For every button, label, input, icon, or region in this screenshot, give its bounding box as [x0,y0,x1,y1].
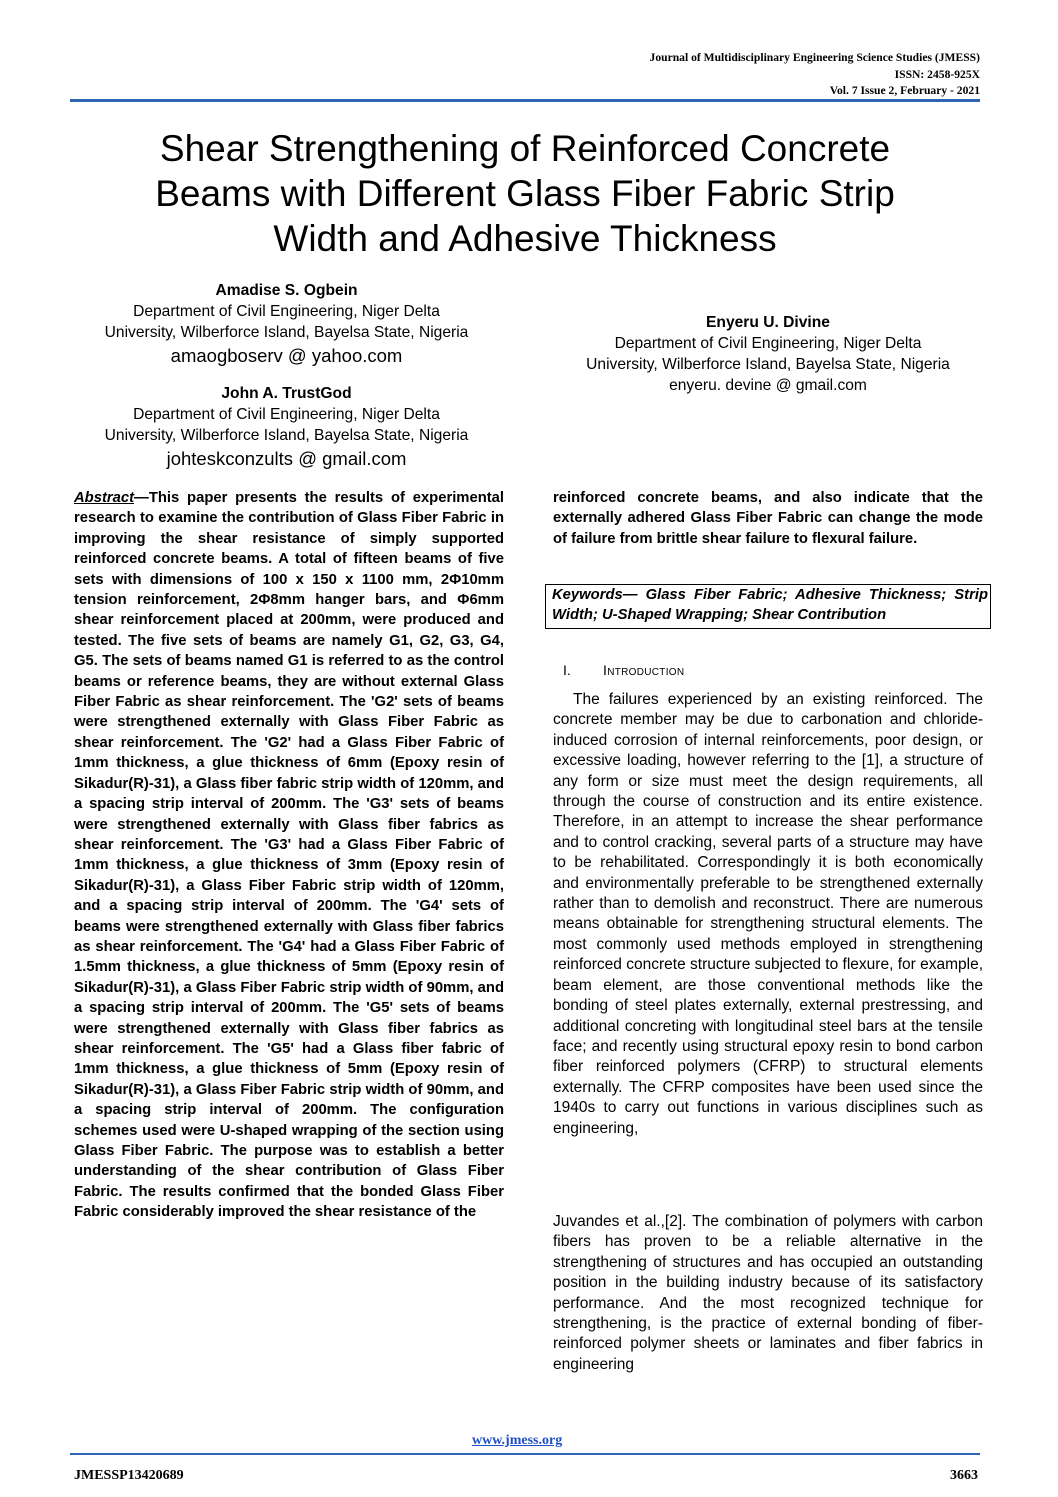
intro-paragraph-1: The failures experienced by an existing reinforced. The concrete member may be due to carbonation and chloride-induced corrosion of internal reinforcements, poor design, or excessive loading, however referring to the [1], a structure of any form or size must meet the design requirements, all through the course of construction and its entire existence. Therefore, in an attempt to increase the shear performance and to control cracking, several parts of a structure may have to be rehabilitated. Correspondingly it is both economically and environmentally preferable to be strengthened externally rather than to demolish and reconstruct. There are numerous means obtainable for strengthening structural elements. The most commonly used methods employed in strengthening reinforced concrete structure subjected to flexure, for example, beam element, are those conventional methods like the bonding of steel plates externally, external prestressing, and additional concreting with longitudinal steel bars at the tensile face; and recently using structural epoxy resin to bond carbon fiber reinforced polymers (CFRP) to structural elements externally. The CFRP composites have been used since the 1940s to carry out functions in various disciplines such as engineering, [553,691,983,1137]
author-name: John A. TrustGod [221,385,352,402]
title-line: Shear Strengthening of Reinforced Concrete [159,128,891,169]
title-line: Width and Adhesive Thickness [273,218,777,259]
author-affiliation: Department of Civil Engineering, Niger Delta [614,335,922,352]
author-affiliation: Department of Civil Engineering, Niger Delta [133,303,440,320]
author-name: Amadise S. Ogbein [215,282,358,299]
journal-name: Journal of Multidisciplinary Engineering Science Studies (JMESS) [649,51,980,64]
author-email: johteskconzults @ gmail.com [166,448,407,469]
journal-issn: ISSN: 2458-925X [894,67,980,81]
author-affiliation: University, Wilberforce Island, Bayelsa State, Nigeria [104,324,469,341]
author-block-1 [70,280,503,368]
author-affiliation: Department of Civil Engineering, Niger Delta [133,406,440,423]
abstract-column-2: reinforced concrete beams, and also indicate that the externally adhered Glass Fiber Fabric can change the mode of failure from brittle shear failure to flexural failure. [553,490,983,547]
author-block-2 [70,383,503,471]
author-affiliation: University, Wilberforce Island, Bayelsa State, Nigeria [104,427,469,444]
journal-website-link[interactable]: www.jmess.org [472,1433,563,1448]
section-title: Introduction [603,662,685,678]
abstract-text: This paper presents the results of experimental research to examine the contribution of Glass Fiber Fabric in improving the shear resistance of simply supported reinforced concrete beams. A total of fifteen beams of five sets with dimensions of 100 x 150 x 1100 mm, 2Φ10mm tension reinforcement, 2Φ8mm hanger bars, and Φ6mm shear reinforcement placed at 200mm, were produced and tested. The five sets of beams are namely G1, G2, G3, G4, G5. The sets of beams named G1 is referred to as the control beams or reference beams, they are without external Glass Fiber Fabric as shear reinforcement. The 'G2' sets of beams were strengthened externally with Glass Fiber Fabric as shear reinforcement. The 'G2' had a Glass Fiber Fabric of 1mm thickness, a glue thickness of 6mm (Epoxy resin of Sikadur(R)-31), a Glass fiber fabric strip width of 120mm, and a spacing strip interval of 200mm. The 'G3' sets of beams were strengthened externally with Glass fiber fabrics as shear reinforcement. The 'G3' had a Glass Fiber Fabric of 1mm thickness, a glue thickness of 3mm (Epoxy resin of Sikadur(R)-31), a Glass Fiber Fabric strip width of 120mm, and a spacing strip interval of 200mm. The 'G4' sets of beams were strengthened externally with Glass fiber fabrics as shear reinforcement. The 'G4' had a Glass Fiber Fabric of 1.5mm thickness, a glue thickness of 5mm (Epoxy resin of Sikadur(R)-31), a Glass Fiber Fabric strip width of 90mm, and a spacing strip interval of 200mm. The 'G5' sets of beams were strengthened externally with Glass fiber fabrics as shear reinforcement. The 'G5' had a Glass fiber fabric of 1mm thickness, a glue thickness of 5mm (Epoxy resin of Sikadur(R)-31), a Glass Fiber Fabric strip width of 90mm, and a spacing strip interval of 200mm. The configuration schemes used were U-shaped wrapping of the section using Glass Fiber Fabric. The purpose was to establish a better understanding of the shear contribution of Glass Fiber Fabric. The results confirmed that the bonded Glass Fiber Fabric considerably improved the shear resistance of the [74,490,504,1221]
author-affiliation: University, Wilberforce Island, Bayelsa State, Nigeria [586,356,950,373]
author-email: enyeru. devine @ gmail.com [669,377,867,394]
abstract-label: Abstract [74,490,135,506]
intro-paragraph-2: Juvandes et al.,[2]. The combination of polymers with carbon fibers has proven to be a reliable alternative in the strengthening of structures and has occupied an outstanding position in the building industry because of its satisfactory performance. And the most recognized technique for strengthening, is the practice of external bonding of fiber-reinforced polymer sheets or laminates and fiber fabrics in engineering [553,1213,983,1373]
journal-header [650,50,980,100]
author-name: Enyeru U. Divine [706,314,830,331]
author-block-3 [548,312,988,396]
header-rule [70,99,980,102]
keywords-box [545,584,991,629]
author-email: amaogboserv @ yahoo.com [170,345,403,366]
abstract-dash: — [134,490,149,506]
paper-title [70,126,980,261]
page-number: 3663 [950,1468,978,1483]
paper-id: JMESSP13420689 [74,1468,184,1483]
abstract-column-1 [74,488,504,1223]
keywords-label: Keywords— [552,587,638,603]
section-heading [563,662,684,678]
title-line: Beams with Different Glass Fiber Fabric Strip [155,173,895,214]
footer-rule [70,1453,980,1455]
section-number: I. [563,662,571,678]
journal-volume: Vol. 7 Issue 2, February - 2021 [829,84,980,97]
keywords-text: Glass Fiber Fabric; Adhesive Thickness; Strip Width; U-Shaped Wrapping; Shear Contribution [552,587,988,624]
